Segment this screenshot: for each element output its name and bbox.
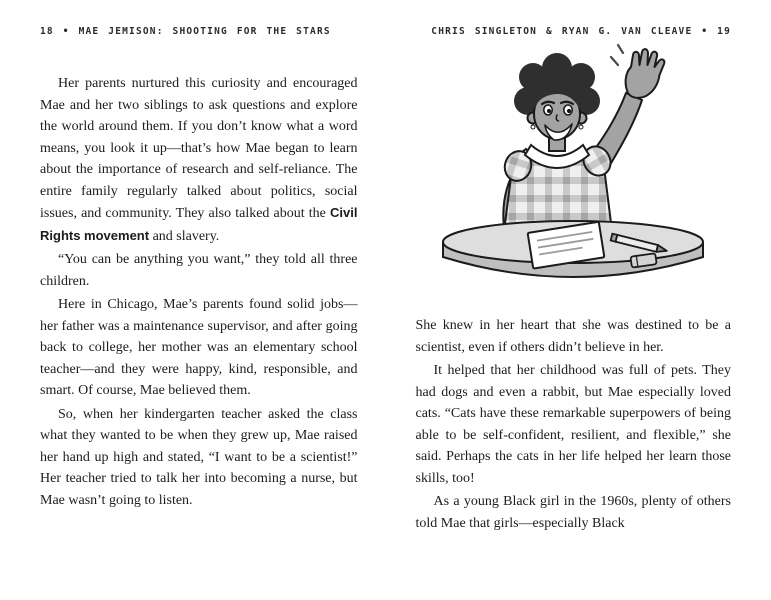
paragraph-text: and slavery. xyxy=(149,228,220,244)
paragraph xyxy=(40,73,358,247)
paragraph: She knew in her heart that she was destined to be a scientist, even if others didn’t believe in her. xyxy=(415,318,731,355)
left-page-text xyxy=(40,73,358,511)
running-head-left: 18 • MAE JEMISON: SHOOTING FOR THE STARS xyxy=(40,26,331,37)
illustration-svg xyxy=(427,41,719,307)
paragraph: It helped that her childhood was full of pets. They had dogs and even a rabbit, but Mae especially loved cats. “Cats have these remarkable superpowers of being able to be self-confident, resilient, and flexible,” she said. Perhaps the cats in her life helped her learn those skills, too! xyxy=(415,363,731,486)
running-head-right: CHRIS SINGLETON & RYAN G. VAN CLEAVE • 19 xyxy=(431,26,731,37)
motion-lines xyxy=(611,45,623,65)
right-page-text xyxy=(416,315,732,534)
hand xyxy=(626,49,665,98)
bold-term-civil-rights: Civil Rights movement xyxy=(40,205,358,243)
paragraph: So, when her kindergarten teacher asked the class what they wanted to be when they grew up, Mae raised her hand up high and stated, “I want to be a scientist!” Her teacher tried to talk her into becoming a nurse, but Mae wasn’t going to listen. xyxy=(40,406,358,508)
illustration-girl-raising-hand xyxy=(416,41,732,307)
paragraph: Here in Chicago, Mae’s parents found solid jobs—her father was a maintenance supervisor, and after going back to college, her mother was an elementary school teacher—and they were happy, kind, responsible, and smart. Of course, Mae believed them. xyxy=(40,297,358,398)
face xyxy=(534,81,580,140)
paragraph-text: Her parents nurtured this curiosity and encouraged Mae and her two siblings to ask questions and explore the world around them. If you don’t know what a word means, you look it up—that’s how Mae began to learn about the importance of research and self-reliance. The entire family regularly talked about politics, social issues, and community. They also talked about the xyxy=(40,76,358,221)
eraser xyxy=(631,253,657,267)
paragraph: “You can be anything you want,” they told all three children. xyxy=(40,252,358,289)
paragraph: As a young Black girl in the 1960s, plenty of others told Mae that girls—especially Black xyxy=(415,494,731,531)
page-right xyxy=(386,0,771,600)
